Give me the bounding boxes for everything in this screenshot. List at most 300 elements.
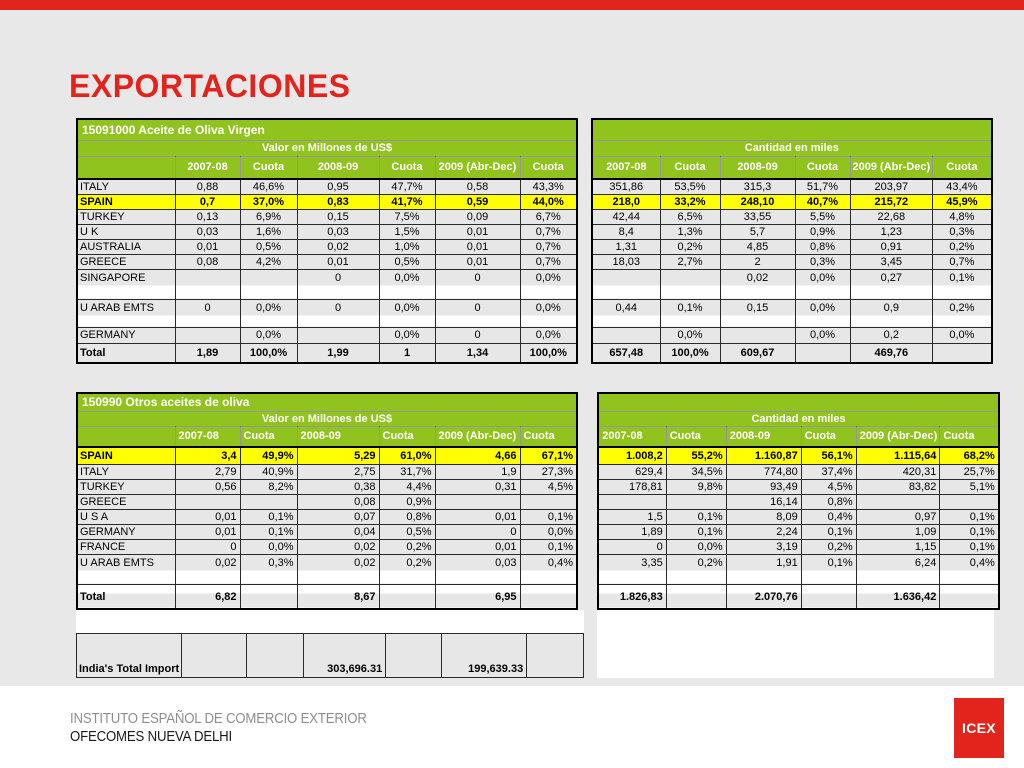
table-cell: 0,03 bbox=[175, 224, 240, 239]
table-row bbox=[77, 447, 577, 464]
table-cell: 0,58 bbox=[435, 179, 520, 194]
table-title: 150990 Otros aceites de oliva bbox=[77, 393, 577, 411]
table-row bbox=[592, 194, 992, 209]
column-header: Cuota bbox=[940, 426, 999, 447]
table-cell bbox=[660, 269, 720, 299]
footer-institution: INSTITUTO ESPAÑOL DE COMERCIO EXTERIOR bbox=[70, 710, 367, 727]
table-cell: 0,7% bbox=[520, 239, 577, 254]
table-cell: 1,15 bbox=[856, 539, 940, 554]
table-cell: 5,7 bbox=[720, 224, 795, 239]
table-row bbox=[77, 554, 577, 584]
table-cell: 0,03 bbox=[435, 554, 520, 584]
table-cell: 4,66 bbox=[435, 447, 520, 464]
table-cell: 0,01 bbox=[435, 254, 520, 269]
table-cell: 1,91 bbox=[726, 554, 801, 584]
table-cell: 0,9 bbox=[850, 299, 933, 327]
row-label: GERMANY bbox=[77, 524, 175, 539]
column-header: Cuota bbox=[933, 156, 992, 179]
table-cell: 16,14 bbox=[726, 494, 801, 509]
table-cell: 0,02 bbox=[175, 554, 240, 584]
column-header: 2007-08 bbox=[175, 426, 240, 447]
table-cell: 0,01 bbox=[435, 539, 520, 554]
table-cell: 0,01 bbox=[175, 239, 240, 254]
table-cell: 93,49 bbox=[726, 479, 801, 494]
table-cell: 22,68 bbox=[850, 209, 933, 224]
table-cell bbox=[297, 327, 379, 343]
row-label: U K bbox=[77, 224, 175, 239]
table-cell: 0,01 bbox=[435, 509, 520, 524]
table-cell bbox=[940, 494, 999, 509]
table-cell: 0,2% bbox=[933, 299, 992, 327]
table-cell: 18,03 bbox=[592, 254, 660, 269]
table-cell: 0,02 bbox=[297, 539, 379, 554]
table-row bbox=[598, 509, 999, 524]
table-cell: 0,0% bbox=[933, 327, 992, 343]
table-row bbox=[77, 254, 577, 269]
empty-spreadsheet-area bbox=[597, 610, 994, 678]
table-cell: 0,5% bbox=[379, 524, 435, 539]
table-cell: 9,8% bbox=[666, 479, 726, 494]
table-cell: 8,2% bbox=[240, 479, 297, 494]
table-cell: 2 bbox=[720, 254, 795, 269]
column-header: Cuota bbox=[379, 156, 435, 179]
table-cell: 0,0% bbox=[240, 299, 297, 327]
table-cell: 1,5 bbox=[598, 509, 666, 524]
column-header: Cuota bbox=[520, 156, 577, 179]
table-cell: 0,0% bbox=[666, 539, 726, 554]
table-row bbox=[592, 327, 992, 343]
data-table-1-left bbox=[76, 392, 578, 610]
table-row bbox=[77, 224, 577, 239]
table-cell: 0,15 bbox=[720, 299, 795, 327]
table-cell: 49,9% bbox=[240, 447, 297, 464]
section-other-olive-oils bbox=[76, 392, 1000, 678]
table-row bbox=[77, 539, 577, 554]
table-row bbox=[77, 494, 577, 509]
table-cell: 0,1% bbox=[940, 509, 999, 524]
table-row bbox=[77, 479, 577, 494]
table-cell: 0,0% bbox=[240, 327, 297, 343]
data-table-0-left bbox=[76, 118, 578, 364]
table-row bbox=[77, 269, 577, 299]
table-cell: 0,0% bbox=[379, 299, 435, 327]
row-label: GREECE bbox=[77, 254, 175, 269]
row-label: U S A bbox=[77, 509, 175, 524]
table-cell: 7,5% bbox=[379, 209, 435, 224]
table-cell: 37,4% bbox=[801, 464, 856, 479]
table-cell: 5,29 bbox=[297, 447, 379, 464]
table-cell: 0 bbox=[435, 269, 520, 299]
table-cell: 83,82 bbox=[856, 479, 940, 494]
table-cell: 0,01 bbox=[435, 224, 520, 239]
table-cell: 0,3% bbox=[933, 224, 992, 239]
column-header: Cuota bbox=[666, 426, 726, 447]
column-header: Cuota bbox=[240, 156, 297, 179]
table-cell: 0,5% bbox=[379, 254, 435, 269]
table-cell: 0,2% bbox=[660, 239, 720, 254]
table-cell: 0,27 bbox=[850, 269, 933, 299]
table-row bbox=[77, 299, 577, 327]
table-cell: 0,04 bbox=[297, 524, 379, 539]
column-header: 2007-08 bbox=[598, 426, 666, 447]
data-table-1-right bbox=[597, 392, 1000, 610]
table-row bbox=[592, 299, 992, 327]
table-cell: 1,99 bbox=[297, 343, 379, 363]
table-cell: 218,0 bbox=[592, 194, 660, 209]
footer-office: OFECOMES NUEVA DELHI bbox=[70, 728, 233, 745]
table-cell: 100,0% bbox=[520, 343, 577, 363]
table-cell: 215,72 bbox=[850, 194, 933, 209]
table-cell: 1,09 bbox=[856, 524, 940, 539]
table-cell: 0,0% bbox=[379, 327, 435, 343]
table-cell: 0 bbox=[598, 539, 666, 554]
table-cell bbox=[940, 584, 999, 609]
table-cell: 0,2% bbox=[933, 239, 992, 254]
table-cell bbox=[240, 494, 297, 509]
table-cell: 0 bbox=[435, 327, 520, 343]
section-virgin-olive-oil bbox=[76, 118, 993, 364]
table-cell: 0,07 bbox=[297, 509, 379, 524]
india-total-import-table bbox=[76, 633, 584, 678]
row-label: GERMANY bbox=[77, 327, 175, 343]
table-cell: 0,2% bbox=[801, 539, 856, 554]
table-cell: 0,9% bbox=[379, 494, 435, 509]
table-cell: 0,1% bbox=[940, 539, 999, 554]
table-cell: 0,59 bbox=[435, 194, 520, 209]
table-row bbox=[592, 269, 992, 299]
row-label: U ARAB EMTS bbox=[77, 554, 175, 584]
table-cell: 47,7% bbox=[379, 179, 435, 194]
table-cell bbox=[386, 634, 442, 678]
table-cell: 0,4% bbox=[940, 554, 999, 584]
table-cell: 3,4 bbox=[175, 447, 240, 464]
data-table-0-right bbox=[591, 118, 993, 364]
top-accent-bar bbox=[0, 0, 1024, 10]
table-cell: 199,639.33 bbox=[442, 634, 527, 678]
column-header: 2007-08 bbox=[592, 156, 660, 179]
table-cell bbox=[520, 584, 577, 609]
table-cell: 2.070,76 bbox=[726, 584, 801, 609]
header-blank-cell bbox=[77, 426, 175, 447]
table-row bbox=[77, 239, 577, 254]
table-cell bbox=[666, 584, 726, 609]
column-header: 2008-09 bbox=[297, 426, 379, 447]
table-cell: 45,9% bbox=[933, 194, 992, 209]
table-row bbox=[77, 327, 577, 343]
footer bbox=[0, 686, 1024, 768]
table-cell bbox=[182, 634, 247, 678]
row-label: SPAIN bbox=[77, 194, 175, 209]
row-label: Total bbox=[77, 584, 175, 609]
table-cell bbox=[175, 494, 240, 509]
icex-logo-text: ICEX bbox=[962, 720, 996, 736]
table-cell: 0,7 bbox=[175, 194, 240, 209]
empty-spreadsheet-area bbox=[76, 610, 584, 633]
table-cell: 56,1% bbox=[801, 447, 856, 464]
table-cell bbox=[720, 327, 795, 343]
table-cell: 6,24 bbox=[856, 554, 940, 584]
table-cell: 5,5% bbox=[795, 209, 850, 224]
table-cell: 4,2% bbox=[240, 254, 297, 269]
table-cell: 0,4% bbox=[801, 509, 856, 524]
table-cell: 1.160,87 bbox=[726, 447, 801, 464]
table-cell bbox=[247, 634, 304, 678]
table-cell: 4,8% bbox=[933, 209, 992, 224]
table-cell: 1,89 bbox=[175, 343, 240, 363]
row-label: ITALY bbox=[77, 179, 175, 194]
table-cell: 0,08 bbox=[175, 254, 240, 269]
table-cell bbox=[666, 494, 726, 509]
table-cell: 420,31 bbox=[856, 464, 940, 479]
table-cell: 0,0% bbox=[660, 327, 720, 343]
row-label: Total bbox=[77, 343, 175, 363]
table-row bbox=[598, 524, 999, 539]
column-header: 2008-09 bbox=[726, 426, 801, 447]
table-cell: 1,3% bbox=[660, 224, 720, 239]
footer-text bbox=[70, 710, 367, 745]
column-header: 2009 (Abr-Dec) bbox=[856, 426, 940, 447]
table-cell: 0,01 bbox=[175, 524, 240, 539]
table-cell: 0,02 bbox=[720, 269, 795, 299]
table-cell bbox=[598, 494, 666, 509]
table-cell: 0,83 bbox=[297, 194, 379, 209]
table-cell: 0,2% bbox=[379, 539, 435, 554]
table-cell: 0,1% bbox=[240, 509, 297, 524]
table-title bbox=[592, 119, 992, 140]
table-cell bbox=[527, 634, 584, 678]
table-cell: 0,95 bbox=[297, 179, 379, 194]
table-cell bbox=[801, 584, 856, 609]
table-cell: 2,79 bbox=[175, 464, 240, 479]
table-cell: 0,8% bbox=[379, 509, 435, 524]
table-cell: 0,0% bbox=[520, 269, 577, 299]
table-cell: 0,02 bbox=[297, 239, 379, 254]
table-cell: 40,7% bbox=[795, 194, 850, 209]
table-cell: 248,10 bbox=[720, 194, 795, 209]
table-cell: 8,67 bbox=[297, 584, 379, 609]
table-row bbox=[592, 224, 992, 239]
table-cell bbox=[933, 343, 992, 363]
table-cell: 0,1% bbox=[666, 524, 726, 539]
table-cell: 1,6% bbox=[240, 224, 297, 239]
table-cell bbox=[240, 269, 297, 299]
table-cell: 469,76 bbox=[850, 343, 933, 363]
row-label: India's Total Import bbox=[77, 634, 182, 678]
table-caption: Cantidad en miles bbox=[598, 411, 999, 426]
table-cell bbox=[175, 269, 240, 299]
table-row bbox=[77, 584, 577, 609]
table-cell: 6,9% bbox=[240, 209, 297, 224]
table-cell: 1,9 bbox=[435, 464, 520, 479]
table-cell: 2,24 bbox=[726, 524, 801, 539]
table-cell: 0,0% bbox=[520, 524, 577, 539]
table-cell: 3,45 bbox=[850, 254, 933, 269]
table-row bbox=[77, 634, 584, 678]
table-row bbox=[77, 343, 577, 363]
table-cell: 0,2% bbox=[666, 554, 726, 584]
table-cell: 2,7% bbox=[660, 254, 720, 269]
table-cell: 31,7% bbox=[379, 464, 435, 479]
table-cell: 0,1% bbox=[801, 524, 856, 539]
table-row bbox=[77, 509, 577, 524]
table-cell: 41,7% bbox=[379, 194, 435, 209]
table-cell bbox=[240, 584, 297, 609]
table-cell: 0,4% bbox=[520, 554, 577, 584]
table-cell: 37,0% bbox=[240, 194, 297, 209]
table-cell: 0,1% bbox=[520, 509, 577, 524]
table-cell: 6,82 bbox=[175, 584, 240, 609]
table-cell: 6,7% bbox=[520, 209, 577, 224]
table-row bbox=[598, 584, 999, 609]
table-row bbox=[598, 447, 999, 464]
column-header: 2008-09 bbox=[720, 156, 795, 179]
row-label: TURKEY bbox=[77, 209, 175, 224]
table-cell bbox=[175, 327, 240, 343]
table-caption: Valor en Millones de US$ bbox=[77, 411, 577, 426]
table-cell: 1,23 bbox=[850, 224, 933, 239]
table-cell: 0,08 bbox=[297, 494, 379, 509]
table-cell: 0,44 bbox=[592, 299, 660, 327]
table-cell: 0,01 bbox=[175, 509, 240, 524]
table-cell: 0,8% bbox=[795, 239, 850, 254]
column-header: Cuota bbox=[520, 426, 577, 447]
row-label: AUSTRALIA bbox=[77, 239, 175, 254]
column-header: 2009 (Abr-Dec) bbox=[435, 426, 520, 447]
table-cell: 0 bbox=[175, 299, 240, 327]
table-cell: 100,0% bbox=[660, 343, 720, 363]
table-cell: 0,13 bbox=[175, 209, 240, 224]
table-row bbox=[598, 554, 999, 584]
table-cell bbox=[795, 343, 850, 363]
table-cell: 8,4 bbox=[592, 224, 660, 239]
table-row bbox=[77, 209, 577, 224]
table-cell: 34,5% bbox=[666, 464, 726, 479]
table-cell: 53,5% bbox=[660, 179, 720, 194]
table-cell: 0 bbox=[435, 299, 520, 327]
table-cell: 1 bbox=[379, 343, 435, 363]
quantity-table-container bbox=[591, 118, 993, 364]
table-caption: Valor en Millones de US$ bbox=[77, 140, 577, 156]
table-cell: 0,31 bbox=[435, 479, 520, 494]
table-cell bbox=[592, 269, 660, 299]
table-row bbox=[598, 494, 999, 509]
table-cell: 0,2 bbox=[850, 327, 933, 343]
table-cell: 0,1% bbox=[666, 509, 726, 524]
table-cell: 0,7% bbox=[520, 254, 577, 269]
table-row bbox=[592, 343, 992, 363]
table-cell: 0,91 bbox=[850, 239, 933, 254]
table-cell: 0,1% bbox=[801, 554, 856, 584]
table-cell: 42,44 bbox=[592, 209, 660, 224]
table-cell: 0,0% bbox=[520, 299, 577, 327]
table-cell: 0,1% bbox=[240, 524, 297, 539]
table-cell: 0 bbox=[297, 299, 379, 327]
table-cell: 0,03 bbox=[297, 224, 379, 239]
table-cell: 0,3% bbox=[795, 254, 850, 269]
table-cell: 0,8% bbox=[801, 494, 856, 509]
table-cell: 0,1% bbox=[660, 299, 720, 327]
column-header: Cuota bbox=[240, 426, 297, 447]
table-cell: 0,0% bbox=[379, 269, 435, 299]
table-cell: 1.826,83 bbox=[598, 584, 666, 609]
table-cell bbox=[435, 494, 520, 509]
table-cell: 43,3% bbox=[520, 179, 577, 194]
table-row bbox=[77, 194, 577, 209]
table-cell bbox=[379, 584, 435, 609]
table-cell: 303,696.31 bbox=[304, 634, 386, 678]
row-label: TURKEY bbox=[77, 479, 175, 494]
table-cell: 3,35 bbox=[598, 554, 666, 584]
table-cell: 0,7% bbox=[933, 254, 992, 269]
table-cell: 1,34 bbox=[435, 343, 520, 363]
table-cell: 1,89 bbox=[598, 524, 666, 539]
table-row bbox=[592, 239, 992, 254]
page-title: EXPORTACIONES bbox=[69, 68, 351, 104]
column-header: Cuota bbox=[801, 426, 856, 447]
table-row bbox=[77, 179, 577, 194]
table-cell: 0,0% bbox=[795, 299, 850, 327]
row-label: FRANCE bbox=[77, 539, 175, 554]
table-cell: 1,5% bbox=[379, 224, 435, 239]
table-cell: 0,3% bbox=[240, 554, 297, 584]
table-cell: 657,48 bbox=[592, 343, 660, 363]
table-cell: 0,56 bbox=[175, 479, 240, 494]
table-cell: 0,97 bbox=[856, 509, 940, 524]
table-cell: 0 bbox=[297, 269, 379, 299]
india-total-import-container bbox=[76, 633, 584, 678]
table-cell: 4,5% bbox=[801, 479, 856, 494]
table-cell: 351,86 bbox=[592, 179, 660, 194]
row-label: SINGAPORE bbox=[77, 269, 175, 299]
table-cell: 25,7% bbox=[940, 464, 999, 479]
table-cell: 609,67 bbox=[720, 343, 795, 363]
table-cell: 0,09 bbox=[435, 209, 520, 224]
table-row bbox=[598, 464, 999, 479]
table-cell: 4,5% bbox=[520, 479, 577, 494]
table-cell: 0,0% bbox=[795, 269, 850, 299]
column-header: 2009 (Abr-Dec) bbox=[435, 156, 520, 179]
table-cell: 33,2% bbox=[660, 194, 720, 209]
table-cell: 0,0% bbox=[795, 327, 850, 343]
table-row bbox=[598, 479, 999, 494]
table-cell: 6,5% bbox=[660, 209, 720, 224]
table-cell bbox=[592, 327, 660, 343]
table-cell: 55,2% bbox=[666, 447, 726, 464]
table-row bbox=[77, 524, 577, 539]
table-cell: 1,31 bbox=[592, 239, 660, 254]
column-header: 2008-09 bbox=[297, 156, 379, 179]
table-cell: 1.115,64 bbox=[856, 447, 940, 464]
table-caption: Cantidad en miles bbox=[592, 140, 992, 156]
table-cell: 61,0% bbox=[379, 447, 435, 464]
table-cell: 8,09 bbox=[726, 509, 801, 524]
table-cell: 0,1% bbox=[520, 539, 577, 554]
table-row bbox=[598, 539, 999, 554]
table-cell: 0,01 bbox=[297, 254, 379, 269]
column-header: 2007-08 bbox=[175, 156, 240, 179]
table-cell: 0 bbox=[175, 539, 240, 554]
row-label: SPAIN bbox=[77, 447, 175, 464]
table-cell: 315,3 bbox=[720, 179, 795, 194]
table-cell bbox=[856, 494, 940, 509]
table-cell: 178,81 bbox=[598, 479, 666, 494]
table-cell: 1,0% bbox=[379, 239, 435, 254]
table-cell: 1.636,42 bbox=[856, 584, 940, 609]
table-cell: 0,88 bbox=[175, 179, 240, 194]
table-cell: 43,4% bbox=[933, 179, 992, 194]
table-cell: 5,1% bbox=[940, 479, 999, 494]
icex-logo bbox=[954, 698, 1004, 758]
